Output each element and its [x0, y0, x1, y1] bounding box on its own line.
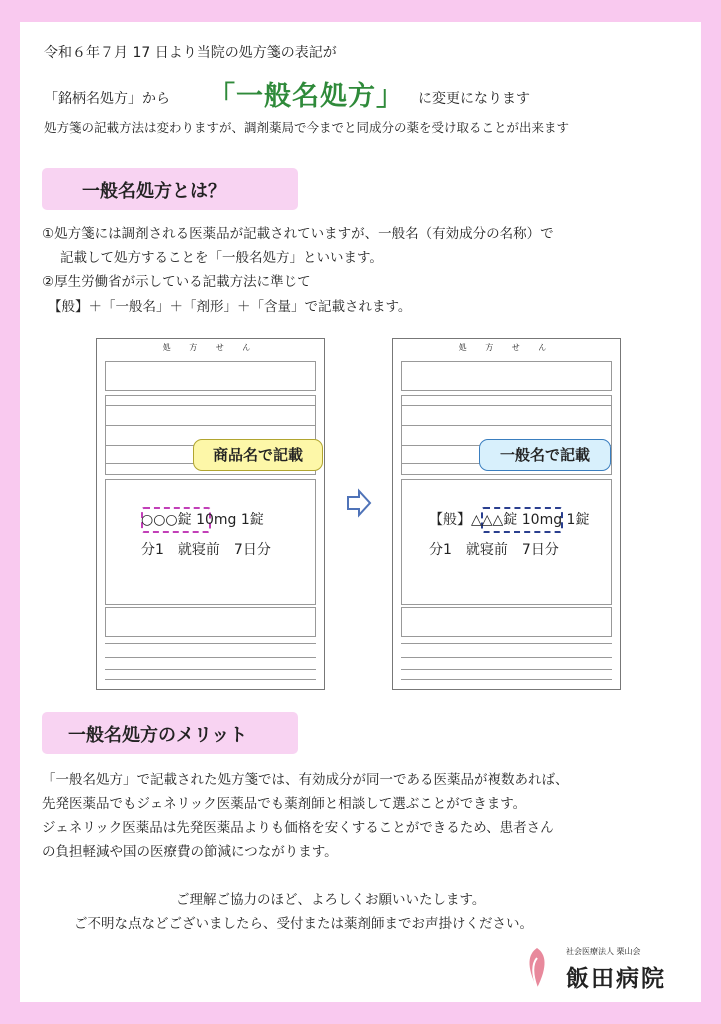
intro-change: に変更になります — [418, 91, 530, 107]
section1-line: 記載して処方することを「一般名処方」といいます。 — [60, 250, 383, 266]
prescription-form-before — [96, 338, 325, 690]
intro-old-name: 「銘柄名処方」から — [44, 91, 170, 107]
section2-line: 先発医薬品でもジェネリック医薬品でも薬剤師と相談して選ぶことができます。 — [42, 796, 527, 812]
section2-line: 「一般名処方」で記載された処方箋では、有効成分が同一である医薬品が複数あれば、 — [42, 772, 569, 788]
hospital-corporation: 社会医療法人 栗山会 — [566, 947, 641, 956]
section1-line: ②厚生労働省が示している記載方法に準じて — [42, 274, 311, 290]
intro-line-3: 処方箋の記載方法は変わりますが、調剤薬局で今までと同成分の薬を受け取ることが出来ます — [44, 120, 570, 135]
section2-heading-band — [42, 712, 298, 754]
right-arrow-icon — [345, 488, 373, 518]
form-title: 処 方 せ ん — [458, 343, 555, 352]
notice-page — [20, 22, 701, 1002]
section2-line: の負担軽減や国の医療費の節減につながります。 — [42, 844, 338, 860]
form-title: 処 方 せ ん — [162, 343, 259, 352]
section1-line: 【般】＋「一般名」＋「剤形」＋「含量」で記載されます。 — [48, 299, 412, 315]
form-header-box — [105, 361, 316, 391]
rx-line-1: 【般】△△△錠 10mg 1錠 — [429, 512, 590, 528]
intro-line-1: 令和６年７月 17 日より当院の処方箋の表記が — [44, 45, 337, 61]
rx-line-2: 分1 就寝前 7日分 — [429, 542, 559, 558]
section1-heading-band — [42, 168, 298, 210]
form-notes-box — [105, 607, 316, 637]
section2-heading: 一般名処方のメリット — [68, 725, 248, 746]
hospital-name: 飯田病院 — [566, 966, 666, 992]
rx-line-2: 分1 就寝前 7日分 — [141, 542, 271, 558]
prescription-form-after — [392, 338, 621, 690]
form-header-box — [401, 361, 612, 391]
intro-highlight: 「一般名処方」 — [208, 81, 404, 112]
hospital-logo-icon — [516, 944, 558, 992]
closing-line-2: ご不明な点などございましたら、受付または薬剤師までお声掛けください。 — [74, 916, 533, 932]
rx-line-1: ○○○錠 10mg 1錠 — [141, 512, 264, 528]
section1-line: ①処方箋には調剤される医薬品が記載されていますが、一般名（有効成分の名称）で — [42, 226, 554, 242]
section2-line: ジェネリック医薬品は先発医薬品よりも価格を安くすることができるため、患者さん — [42, 820, 554, 836]
hospital-logo — [516, 944, 696, 996]
form-notes-box — [401, 607, 612, 637]
section1-heading: 一般名処方とは？ — [82, 181, 226, 202]
brand-name-callout: 商品名で記載 — [193, 439, 323, 471]
closing-line-1: ご理解ご協力のほど、よろしくお願いいたします。 — [176, 892, 486, 908]
generic-name-callout: 一般名で記載 — [479, 439, 611, 471]
